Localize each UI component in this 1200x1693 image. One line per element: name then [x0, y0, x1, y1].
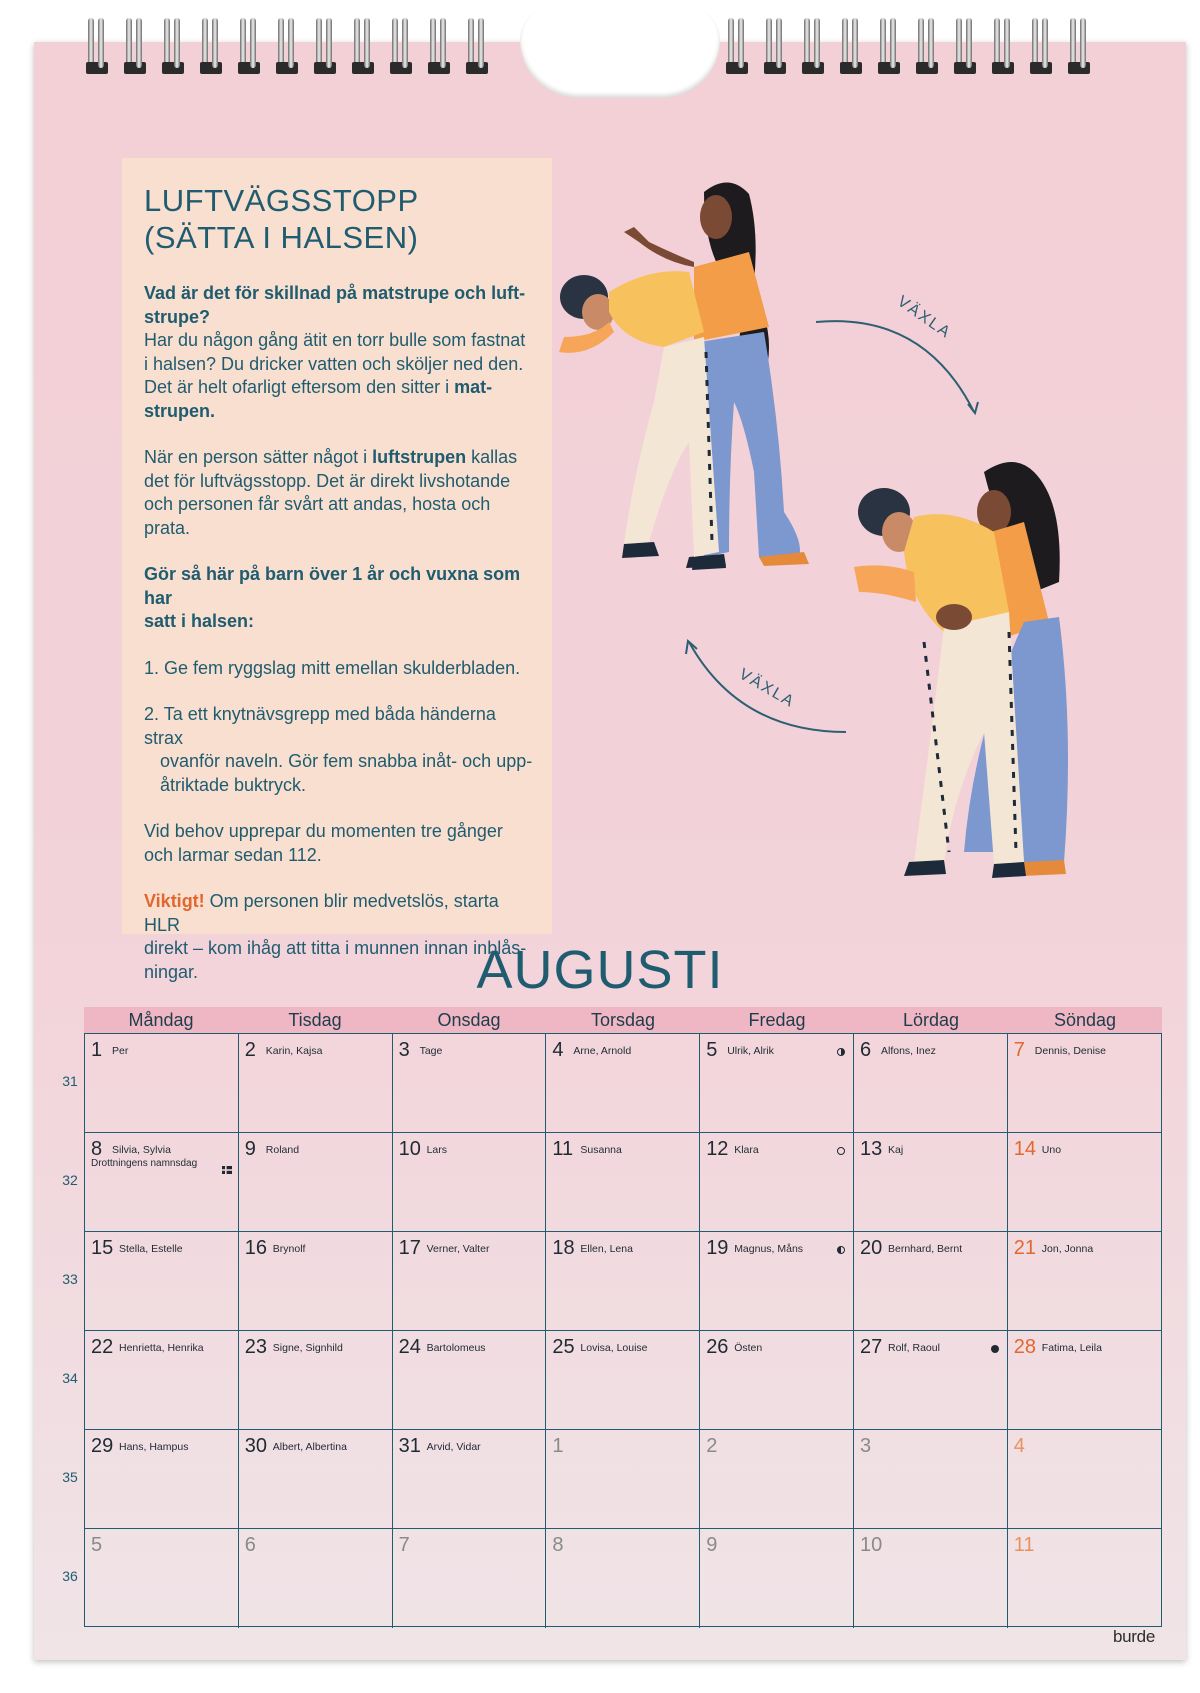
- calendar-grid: [84, 1033, 1162, 1627]
- day-cell[interactable]: [546, 1529, 700, 1628]
- para2-line1c: kallas: [466, 447, 518, 467]
- first-quarter-moon-icon: [837, 1048, 845, 1056]
- day-number: 1: [91, 1039, 103, 1061]
- para2-line1a: När en person sätter något i: [144, 447, 373, 467]
- arrow-label-top: VÄXLA: [894, 292, 955, 343]
- day-number: 4: [552, 1039, 564, 1061]
- day-cell[interactable]: [700, 1232, 854, 1331]
- name-day-names: Arvid, Vidar: [426, 1441, 481, 1453]
- day-cell[interactable]: [700, 1529, 854, 1628]
- day-number: 22: [91, 1336, 114, 1358]
- day-number: 19: [706, 1237, 729, 1259]
- day-cell[interactable]: [1008, 1331, 1161, 1430]
- week-number: 33: [62, 1271, 78, 1287]
- name-day-names: Brynolf: [272, 1243, 306, 1255]
- weekday-label: Söndag: [1053, 1010, 1117, 1030]
- article-paragraph-2: [144, 446, 534, 540]
- day-cell[interactable]: [546, 1133, 700, 1232]
- name-day-names: Silvia, Sylvia: [112, 1144, 171, 1156]
- binding-ring: [468, 18, 486, 68]
- day-number: 27: [860, 1336, 883, 1358]
- name-day-names: Karin, Kajsa: [265, 1045, 323, 1057]
- day-number: 6: [860, 1039, 872, 1061]
- day-number: 24: [398, 1336, 421, 1358]
- day-number: 18: [552, 1237, 575, 1259]
- binding-ring: [766, 18, 784, 68]
- day-number: 4: [1013, 1435, 1025, 1457]
- binding-ring: [994, 18, 1012, 68]
- week-number: 31: [62, 1073, 78, 1089]
- day-cell[interactable]: [85, 1430, 239, 1529]
- weekday-header: [84, 1007, 1162, 1033]
- article-title-line1: LUFTVÄGSSTOPP: [144, 183, 419, 218]
- abdominal-thrusts-figures: [854, 462, 1068, 878]
- binding-ring: [316, 18, 334, 68]
- para2-line2: det för luftvägsstopp. Det är direkt livshotande: [144, 470, 511, 491]
- day-cell[interactable]: [1008, 1430, 1161, 1529]
- para1-line3a: Det är helt ofarligt eftersom den sitter i: [144, 377, 455, 397]
- day-cell[interactable]: [239, 1430, 393, 1529]
- week-number: 36: [62, 1568, 78, 1584]
- day-cell[interactable]: [85, 1331, 239, 1430]
- para3-line1: Vid behov upprepar du momenten tre gånger: [144, 821, 503, 841]
- info-box: [122, 158, 552, 982]
- binding-ring: [728, 18, 746, 68]
- new-moon-icon: [991, 1345, 999, 1353]
- article-step-1: 1. Ge fem ryggslag mitt emellan skulderbladen.: [144, 657, 521, 678]
- day-cell[interactable]: [700, 1034, 854, 1133]
- name-day-names: Alfons, Inez: [881, 1045, 936, 1057]
- name-day-names: Signe, Signhild: [272, 1342, 343, 1354]
- brand-logo: burde: [1113, 1627, 1155, 1646]
- spiral-binding-left: [88, 18, 486, 68]
- spiral-binding-right: [728, 18, 1088, 68]
- name-day-names: Ellen, Lena: [580, 1243, 633, 1255]
- day-number: 30: [244, 1435, 268, 1457]
- week-number: 35: [62, 1469, 78, 1485]
- back-blows-figures: [559, 182, 809, 570]
- day-cell[interactable]: [85, 1133, 239, 1232]
- name-day-names: Rolf, Raoul: [888, 1342, 940, 1354]
- week-number: 34: [62, 1370, 78, 1386]
- weekday-label: Torsdag: [590, 1010, 656, 1030]
- name-day-names: Uno: [1041, 1144, 1062, 1156]
- day-cell[interactable]: [854, 1529, 1008, 1628]
- day-number: 20: [860, 1237, 883, 1259]
- para1-line1: Har du någon gång ätit en torr bulle som fastnat: [144, 330, 526, 350]
- day-cell[interactable]: [700, 1331, 854, 1430]
- day-cell[interactable]: [1008, 1034, 1161, 1133]
- name-day-names: Lovisa, Louise: [580, 1342, 648, 1354]
- day-number: 14: [1013, 1138, 1037, 1160]
- day-number: 2: [706, 1435, 718, 1457]
- name-day-names: Tage: [419, 1045, 443, 1057]
- name-day-names: Hans, Hampus: [119, 1441, 189, 1453]
- binding-ring: [430, 18, 448, 68]
- name-day-names: Per: [112, 1045, 129, 1057]
- day-cell[interactable]: [239, 1034, 393, 1133]
- name-day-names: Ulrik, Alrik: [727, 1045, 774, 1057]
- day-number: 3: [398, 1039, 410, 1061]
- name-day-names: Fatima, Leila: [1041, 1342, 1102, 1354]
- name-day-names: Bernhard, Bernt: [888, 1243, 963, 1255]
- binding-ring: [842, 18, 860, 68]
- day-cell[interactable]: [854, 1034, 1008, 1133]
- day-number: 23: [244, 1336, 268, 1358]
- name-day-names: Magnus, Måns: [734, 1243, 804, 1255]
- day-number: 11: [552, 1138, 574, 1160]
- day-cell[interactable]: [239, 1529, 393, 1628]
- day-number: 25: [552, 1336, 575, 1358]
- day-cell[interactable]: [393, 1331, 547, 1430]
- binding-ring: [956, 18, 974, 68]
- day-number: 6: [244, 1534, 256, 1556]
- question-line2: strupe?: [144, 306, 211, 327]
- day-number: 29: [91, 1435, 114, 1457]
- day-number: 10: [860, 1534, 883, 1556]
- arrow-label-bottom: VÄXLA: [736, 665, 798, 712]
- para1-line2: i halsen? Du dricker vatten och sköljer ned den.: [144, 353, 524, 374]
- day-cell[interactable]: [546, 1331, 700, 1430]
- question-line1: Vad är det för skillnad på matstrupe och luft-: [144, 283, 526, 303]
- name-day-names: Roland: [265, 1144, 300, 1156]
- day-cell[interactable]: [1008, 1133, 1161, 1232]
- binding-ring: [202, 18, 220, 68]
- day-number: 5: [706, 1039, 718, 1061]
- name-day-names: Klara: [734, 1144, 759, 1156]
- name-day-names: Östen: [734, 1342, 763, 1354]
- name-day-names: Henrietta, Henrika: [119, 1342, 204, 1354]
- day-cell[interactable]: [546, 1232, 700, 1331]
- article-title-line2: (SÄTTA I HALSEN): [144, 220, 419, 255]
- day-cell[interactable]: [1008, 1232, 1161, 1331]
- name-day-names: Kaj: [888, 1144, 904, 1156]
- day-cell[interactable]: [393, 1232, 547, 1331]
- weekday-label: Måndag: [128, 1010, 194, 1030]
- warning-line1: Om personen blir medvetslös, starta HLR: [144, 891, 499, 935]
- day-number: 31: [398, 1435, 421, 1457]
- name-day-names: Bartolomeus: [426, 1342, 486, 1354]
- weekday-label: Lördag: [902, 1010, 960, 1030]
- binding-ring: [88, 18, 106, 68]
- day-number: 8: [552, 1534, 564, 1556]
- day-number: 5: [91, 1534, 103, 1556]
- day-cell[interactable]: [239, 1133, 393, 1232]
- step2-line3: åtriktade buktryck.: [160, 774, 307, 795]
- week-number: 32: [62, 1172, 78, 1188]
- weekday-label: Fredag: [748, 1010, 806, 1030]
- day-cell[interactable]: [854, 1331, 1008, 1430]
- full-moon-icon: [837, 1147, 845, 1155]
- day-cell[interactable]: [239, 1331, 393, 1430]
- binding-ring: [1032, 18, 1050, 68]
- article-title: [144, 182, 534, 256]
- day-cell[interactable]: [393, 1133, 547, 1232]
- para3-line2: och larmar sedan 112.: [144, 844, 322, 865]
- weekday-label: Onsdag: [437, 1010, 501, 1030]
- binding-ring: [240, 18, 258, 68]
- day-cell[interactable]: [393, 1034, 547, 1133]
- day-number: 1: [552, 1435, 564, 1457]
- day-cell[interactable]: [1008, 1529, 1161, 1628]
- month-calendar: [62, 1007, 1162, 1626]
- day-number: 3: [860, 1435, 872, 1457]
- para1-line3b: mat-: [454, 377, 493, 397]
- day-number: 9: [706, 1534, 718, 1556]
- day-cell[interactable]: [854, 1133, 1008, 1232]
- warning-line3: ningar.: [144, 961, 199, 982]
- binding-ring: [392, 18, 410, 68]
- month-title: AUGUSTI: [476, 940, 724, 1000]
- day-number: 17: [398, 1237, 421, 1259]
- name-day-names: Susanna: [580, 1144, 622, 1156]
- last-quarter-moon-icon: [837, 1246, 845, 1254]
- binding-ring: [126, 18, 144, 68]
- para2-line3: och personen får svårt att andas, hosta och prata.: [144, 494, 491, 538]
- para1-line4: strupen.: [144, 400, 216, 421]
- name-day-names: Albert, Albertina: [272, 1441, 347, 1453]
- day-cell[interactable]: [700, 1430, 854, 1529]
- name-day-names: Lars: [426, 1144, 448, 1156]
- binding-ring: [164, 18, 182, 68]
- day-cell[interactable]: [85, 1232, 239, 1331]
- day-number: 26: [706, 1336, 729, 1358]
- howto-line1: Gör så här på barn över 1 år och vuxna som har: [144, 564, 521, 608]
- day-number: 15: [91, 1237, 114, 1259]
- step2-line2: ovanför naveln. Gör fem snabba inåt- och upp-: [160, 751, 533, 771]
- name-day-names: Stella, Estelle: [119, 1243, 183, 1255]
- article-question: [144, 282, 534, 423]
- day-cell[interactable]: [393, 1430, 547, 1529]
- day-number: 9: [244, 1138, 256, 1160]
- binding-ring: [804, 18, 822, 68]
- day-number: 12: [706, 1138, 729, 1160]
- article-paragraph-3: [144, 820, 534, 867]
- day-number: 8: [91, 1138, 103, 1160]
- para2-line1b: luftstrupen: [372, 447, 467, 467]
- day-number: 2: [244, 1039, 256, 1061]
- binding-ring: [880, 18, 898, 68]
- day-number: 13: [860, 1138, 883, 1160]
- name-day-names: Jon, Jonna: [1041, 1243, 1094, 1255]
- day-number: 10: [398, 1138, 421, 1160]
- name-day-names: Verner, Valter: [426, 1243, 490, 1255]
- day-number: 21: [1013, 1237, 1037, 1259]
- day-number: 16: [244, 1237, 268, 1259]
- article-step-2: [144, 703, 534, 797]
- warning-line2: direkt – kom ihåg att titta i munnen innan inblås-: [144, 938, 527, 958]
- choking-first-aid-illustration: [554, 172, 1174, 962]
- hanger-cutout: [520, 6, 720, 98]
- day-cell[interactable]: [85, 1529, 239, 1628]
- binding-ring: [278, 18, 296, 68]
- warning-label: Viktigt!: [144, 891, 205, 911]
- day-cell[interactable]: [700, 1133, 854, 1232]
- day-number: 28: [1013, 1336, 1037, 1358]
- day-cell[interactable]: [854, 1232, 1008, 1331]
- day-cell[interactable]: [85, 1034, 239, 1133]
- flag-day-label: Drottningens namnsdag: [91, 1158, 198, 1169]
- weekday-label: Tisdag: [288, 1010, 342, 1030]
- day-cell[interactable]: [854, 1430, 1008, 1529]
- day-cell[interactable]: [546, 1430, 700, 1529]
- day-number: 11: [1013, 1534, 1035, 1556]
- name-day-names: Dennis, Denise: [1034, 1045, 1106, 1057]
- day-cell[interactable]: [239, 1232, 393, 1331]
- step2-line1: 2. Ta ett knytnävsgrepp med båda händerna strax: [144, 704, 496, 748]
- day-number: 7: [398, 1534, 410, 1556]
- binding-ring: [354, 18, 372, 68]
- day-cell[interactable]: [393, 1529, 547, 1628]
- day-cell[interactable]: [546, 1034, 700, 1133]
- binding-ring: [1070, 18, 1088, 68]
- swedish-flag-icon: [222, 1161, 232, 1169]
- binding-ring: [918, 18, 936, 68]
- day-number: 7: [1013, 1039, 1025, 1061]
- article-howto: [144, 563, 534, 634]
- howto-line2: satt i halsen:: [144, 611, 255, 631]
- name-day-names: Arne, Arnold: [573, 1045, 632, 1057]
